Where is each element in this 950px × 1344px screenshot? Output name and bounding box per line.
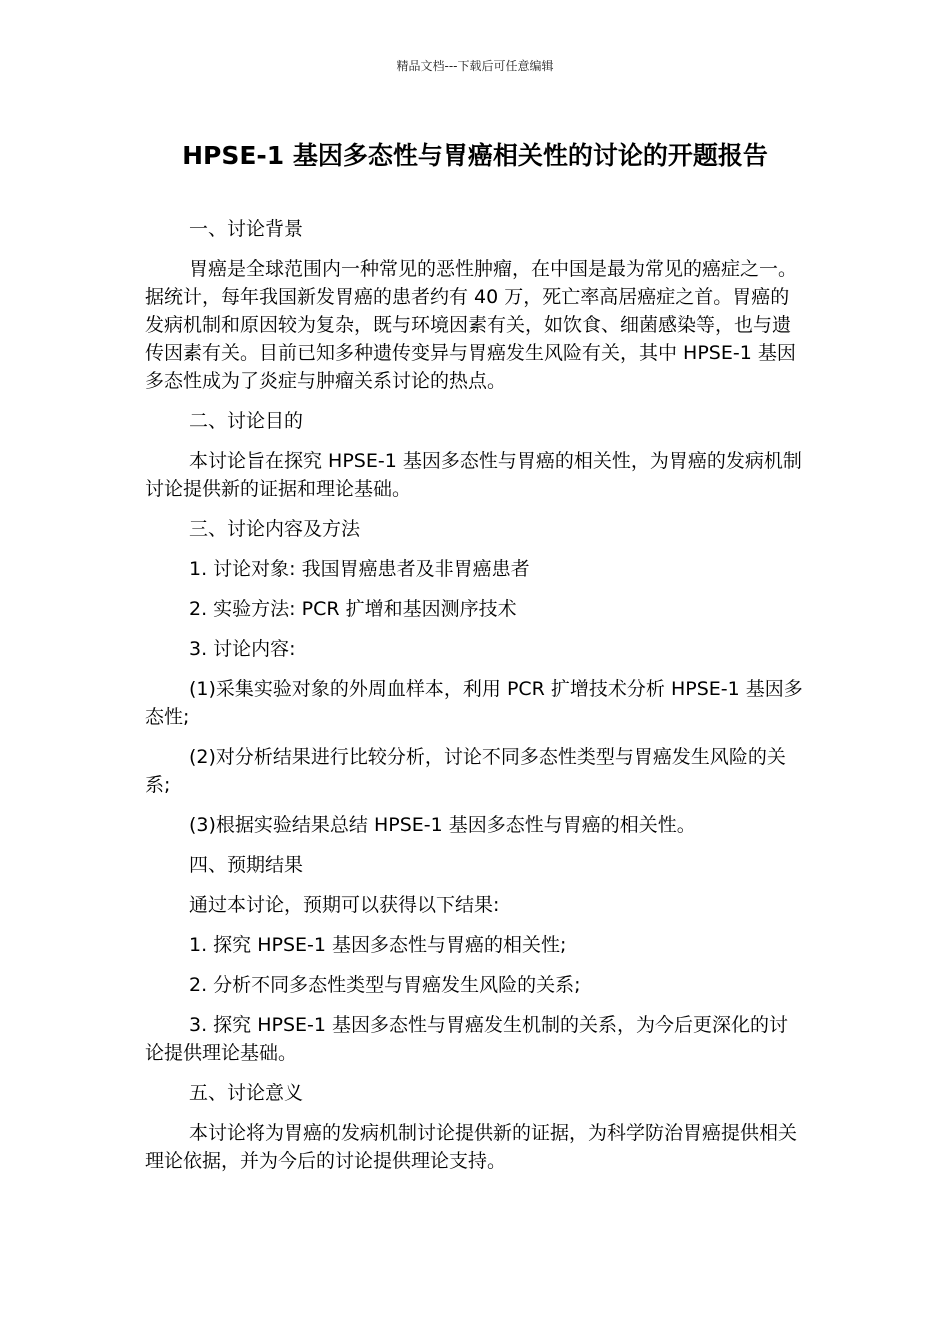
paragraph-background: 胃癌是全球范围内一种常见的恶性肿瘤，在中国是最为常见的癌症之一。据统计，每年我国新发胃癌的患者约有 40 万，死亡率高居癌症之首。胃癌的发病机制和原因较为复杂，既与环境因素有关，如饮食、细菌感染等，也与遗传因素有关。目前已知多种遗传变异与胃癌发生风险有关，其中 HPSE-1 基因多态性成为了炎症与肿瘤关系讨论的热点。: [145, 258, 798, 392]
paragraph-expected-intro: 通过本讨论，预期可以获得以下结果:: [189, 894, 500, 916]
sub-item-2: (2)对分析结果进行比较分析，讨论不同多态性类型与胃癌发生风险的关系;: [145, 746, 786, 796]
list-item-methods: 2. 实验方法: PCR 扩增和基因测序技术: [189, 598, 517, 620]
section-heading-significance: 五、讨论意义: [189, 1082, 304, 1104]
sub-item-1: (1)采集实验对象的外周血样本，利用 PCR 扩增技术分析 HPSE-1 基因多态性;: [145, 678, 803, 728]
document-body: [145, 215, 805, 1187]
result-item-2: 2. 分析不同多态性类型与胃癌发生风险的关系;: [189, 974, 581, 996]
section-heading-background: 一、讨论背景: [189, 218, 304, 240]
result-item-3: 3. 探究 HPSE-1 基因多态性与胃癌发生机制的关系，为今后更深化的讨论提供理论基础。: [145, 1014, 789, 1064]
paragraph-significance: 本讨论将为胃癌的发病机制讨论提供新的证据，为科学防治胃癌提供相关理论依据，并为今后的讨论提供理论支持。: [145, 1122, 798, 1172]
paragraph-purpose: 本讨论旨在探究 HPSE-1 基因多态性与胃癌的相关性，为胃癌的发病机制讨论提供新的证据和理论基础。: [145, 450, 802, 500]
list-item-subjects: 1. 讨论对象: 我国胃癌患者及非胃癌患者: [189, 558, 530, 580]
section-heading-purpose: 二、讨论目的: [189, 410, 304, 432]
header-note: 精品文档---下载后可任意编辑: [396, 59, 554, 73]
document-title: HPSE-1 基因多态性与胃癌相关性的讨论的开题报告: [182, 141, 768, 170]
section-heading-methods: 三、讨论内容及方法: [189, 518, 361, 540]
result-item-1: 1. 探究 HPSE-1 基因多态性与胃癌的相关性;: [189, 934, 567, 956]
sub-item-3: (3)根据实验结果总结 HPSE-1 基因多态性与胃癌的相关性。: [189, 814, 696, 836]
list-item-contents: 3. 讨论内容:: [189, 638, 296, 660]
section-heading-expected-results: 四、预期结果: [189, 854, 304, 876]
